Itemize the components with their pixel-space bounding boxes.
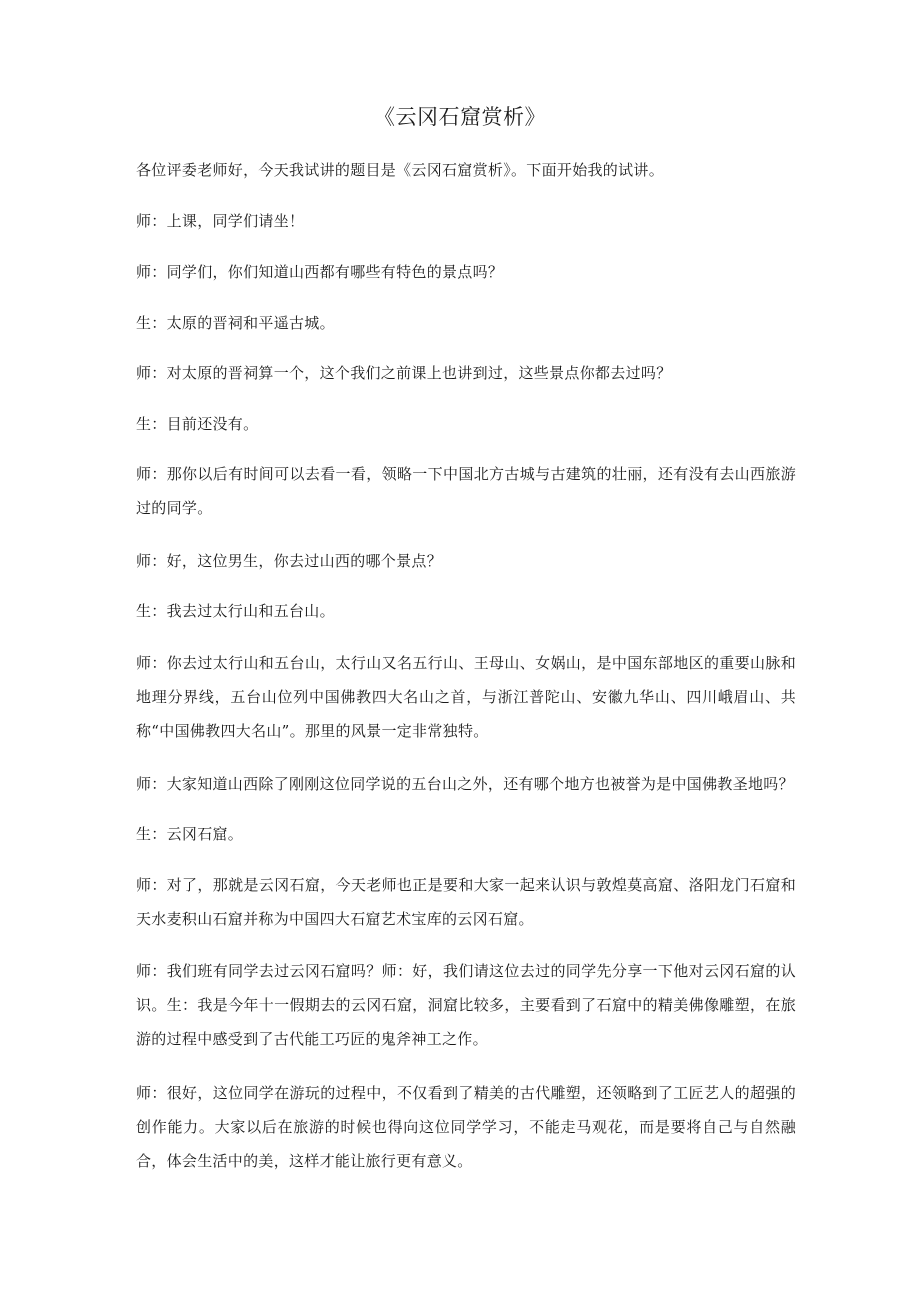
paragraph-intro: 各位评委老师好，今天我试讲的题目是《云冈石窟赏析》。下面开始我的试讲。 [136, 161, 665, 179]
paragraph-dialogue: 师：对太原的晋祠算一个，这个我们之前课上也讲到过，这些景点你都去过吗？ [136, 364, 672, 382]
paragraph-dialogue: 师：很好，这位同学在游玩的过程中，不仅看到了精美的古代雕塑，还领略到了工匠艺人的超强的创作能力。大家以后在旅游的时候也得向这位同学学习，不能走马观花，而是要将自己与自然融合，体会生活中的美，这样才能让旅行更有意义。 [136, 1084, 796, 1170]
paragraph-dialogue: 师：我们班有同学去过云冈石窟吗？师：好，我们请这位去过的同学先分享一下他对云冈石窟的认识。生：我是今年十一假期去的云冈石窟，洞窟比较多，主要看到了石窟中的精美佛像雕塑，在旅游的过程中感受到了古代能工巧匠的鬼斧神工之作。 [136, 962, 796, 1048]
paragraph-dialogue: 师：大家知道山西除了刚刚这位同学说的五台山之外，还有哪个地方也被誉为是中国佛教圣地吗？ [136, 775, 794, 793]
paragraph-dialogue: 师：对了，那就是云冈石窟，今天老师也正是要和大家一起来认识与敦煌莫高窟、洛阳龙门石窟和天水麦积山石窟并称为中国四大石窟艺术宝库的云冈石窟。 [136, 876, 796, 928]
document-title: 《云冈石窟赏析》 [374, 105, 546, 129]
paragraph-dialogue: 生：我去过太行山和五台山。 [136, 602, 335, 620]
paragraph-dialogue: 师：好，这位男生，你去过山西的哪个景点？ [136, 552, 443, 570]
paragraph-dialogue: 生：目前还没有。 [136, 415, 259, 433]
paragraph-dialogue: 师：上课，同学们请坐！ [136, 212, 305, 230]
paragraph-dialogue: 师：那你以后有时间可以去看一看，领略一下中国北方古城与古建筑的壮丽，还有没有去山西旅游过的同学。 [136, 465, 796, 517]
paragraph-dialogue: 师：你去过太行山和五台山，太行山又名五行山、王母山、女娲山，是中国东部地区的重要山脉和地理分界线，五台山位列中国佛教四大名山之首，与浙江普陀山、安徽九华山、四川峨眉山、共称“中国佛教四大名山”。那里的风景一定非常独特。 [136, 654, 796, 740]
paragraph-dialogue: 生：太原的晋祠和平遥古城。 [136, 314, 335, 332]
paragraph-dialogue: 生：云冈石窟。 [136, 825, 244, 843]
paragraph-dialogue: 师：同学们，你们知道山西都有哪些有特色的景点吗？ [136, 263, 504, 281]
